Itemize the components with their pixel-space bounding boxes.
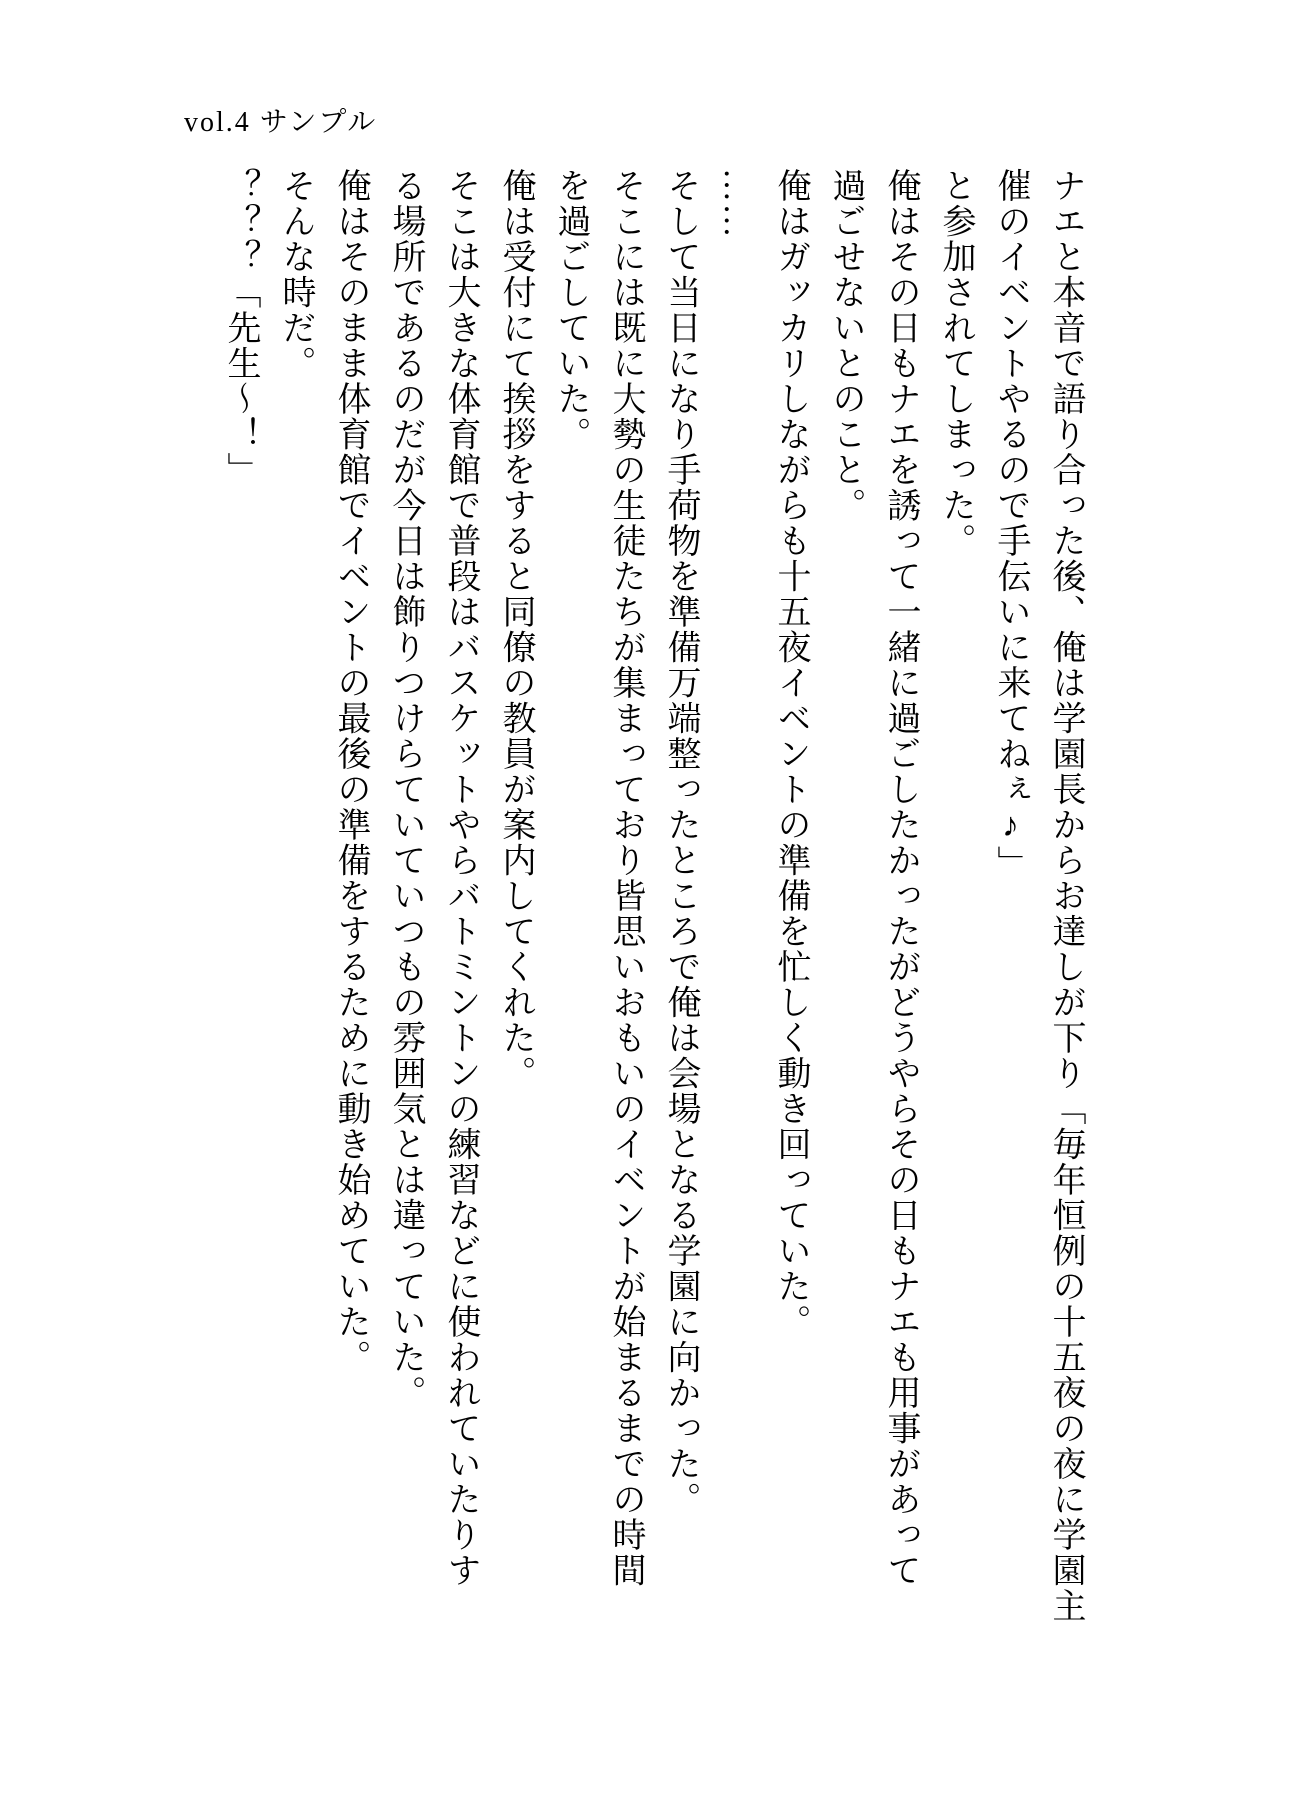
- text-line: 俺はそのまま体育館でイベントの最後の準備をするために動き始めていた。: [332, 168, 369, 1375]
- text-line: そして当日になり手荷物を準備万端整ったところで俺は会場となる学園に向かった。: [662, 168, 699, 1517]
- text-line: そんな時だ。: [277, 168, 314, 381]
- text-line: ナエと本音で語り合った後、俺は学園長からお達しが下り「毎年恒例の十五夜の夜に学園主: [1047, 168, 1084, 1624]
- page-header: vol.4 サンプル: [184, 107, 378, 138]
- text-line: 催のイベントやるので手伝いに来てねぇ♪」: [992, 168, 1029, 881]
- text-line: る場所であるのだが今日は飾りつけらていていつもの雰囲気とは違っていた。: [387, 168, 424, 1411]
- text-line: そこは大きな体育館で普段はバスケットやらバトミントンの練習などに使われていたりす: [442, 168, 479, 1588]
- vertical-text-block: [213, 168, 1093, 1630]
- text-line: 過ごせないとのこと。: [827, 168, 864, 523]
- text-line: ？？？「先生～！」: [222, 168, 259, 488]
- text-line: ……: [717, 168, 754, 239]
- text-line: 俺は受付にて挨拶をすると同僚の教員が案内してくれた。: [497, 168, 534, 1091]
- text-line: 俺はガッカリしながらも十五夜イベントの準備を忙しく動き回っていた。: [772, 168, 809, 1340]
- text-line: を過ごしていた。: [552, 168, 589, 452]
- text-line: と参加されてしまった。: [937, 168, 974, 559]
- text-line: 俺はその日もナエを誘って一緒に過ごしたかったがどうやらその日もナエも用事があって: [882, 168, 919, 1588]
- text-line: そこには既に大勢の生徒たちが集まっており皆思いおもいのイベントが始まるまでの時間: [607, 168, 644, 1588]
